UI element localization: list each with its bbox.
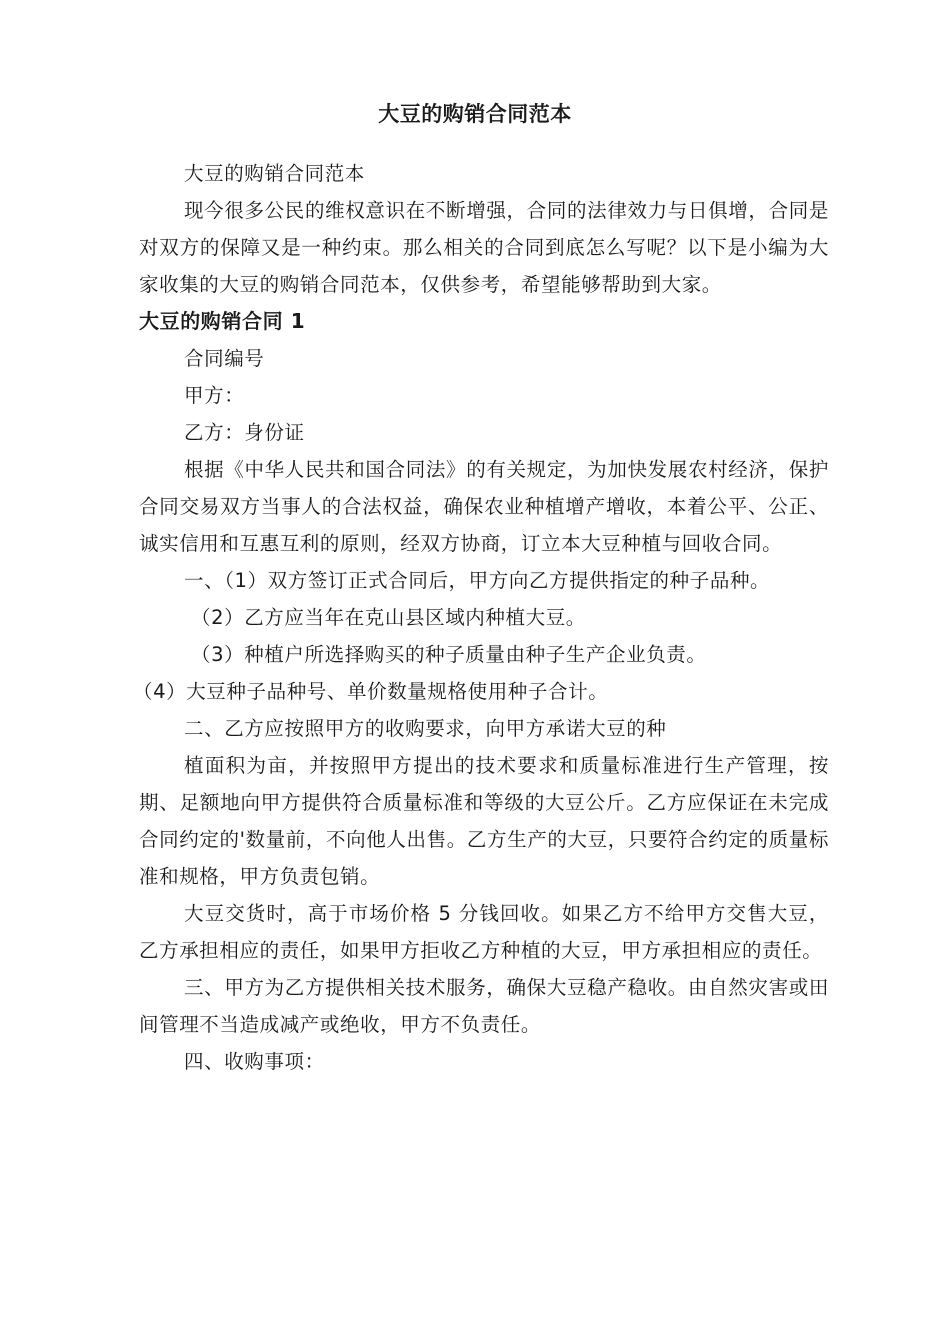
paragraph: 一、（1）双方签订正式合同后，甲方向乙方提供指定的种子品种。 <box>184 569 771 592</box>
paragraph: 合同编号 <box>184 347 265 370</box>
paragraph: （3）种植户所选择购买的种子质量由种子生产企业负责。 <box>191 643 707 666</box>
paragraph: 现今很多公民的维权意识在不断增强，合同的法律效力与日俱增，合同是对双方的保障又是一种约束。那么相关的合同到底怎么写呢？以下是小编为大家收集的大豆的购销合同范本，仅供参考，希望能够帮助到大家。 <box>139 199 829 296</box>
section-heading: 大豆的购销合同 1 <box>139 309 306 333</box>
paragraph: 三、甲方为乙方提供相关技术服务，确保大豆稳产稳收。由自然灾害或田间管理不当造成减产或绝收，甲方不负责任。 <box>139 976 829 1036</box>
paragraph: 大豆交货时，高于市场价格 5 分钱回收。如果乙方不给甲方交售大豆，乙方承担相应的责任，如果甲方拒收乙方种植的大豆，甲方承担相应的责任。 <box>139 902 829 962</box>
paragraph: 甲方： <box>184 384 245 407</box>
paragraph: 二、乙方应按照甲方的收购要求，向甲方承诺大豆的种 <box>184 717 667 740</box>
document-body <box>133 155 829 1080</box>
paragraph: （4）大豆种子品种号、单价数量规格使用种子合计。 <box>133 680 609 703</box>
paragraph: 乙方：身份证 <box>184 421 305 444</box>
paragraph: 大豆的购销合同范本 <box>184 162 365 185</box>
paragraph: 根据《中华人民共和国合同法》的有关规定，为加快发展农村经济，保护合同交易双方当事人的合法权益，确保农业种植增产增收，本着公平、公正、诚实信用和互惠互利的原则，经双方协商，订立本大豆种植与回收合同。 <box>139 458 829 555</box>
paragraph: 植面积为亩，并按照甲方提出的技术要求和质量标准进行生产管理，按期、足额地向甲方提供符合质量标准和等级的大豆公斤。乙方应保证在未完成合同约定的'数量前，不向他人出售。乙方生产的大豆，只要符合约定的质量标准和规格，甲方负责包销。 <box>139 754 829 888</box>
paragraph: 四、收购事项： <box>184 1050 325 1073</box>
document-title: 大豆的购销合同范本 <box>378 102 572 126</box>
paragraph: （2）乙方应当年在克山县区域内种植大豆。 <box>191 606 586 629</box>
